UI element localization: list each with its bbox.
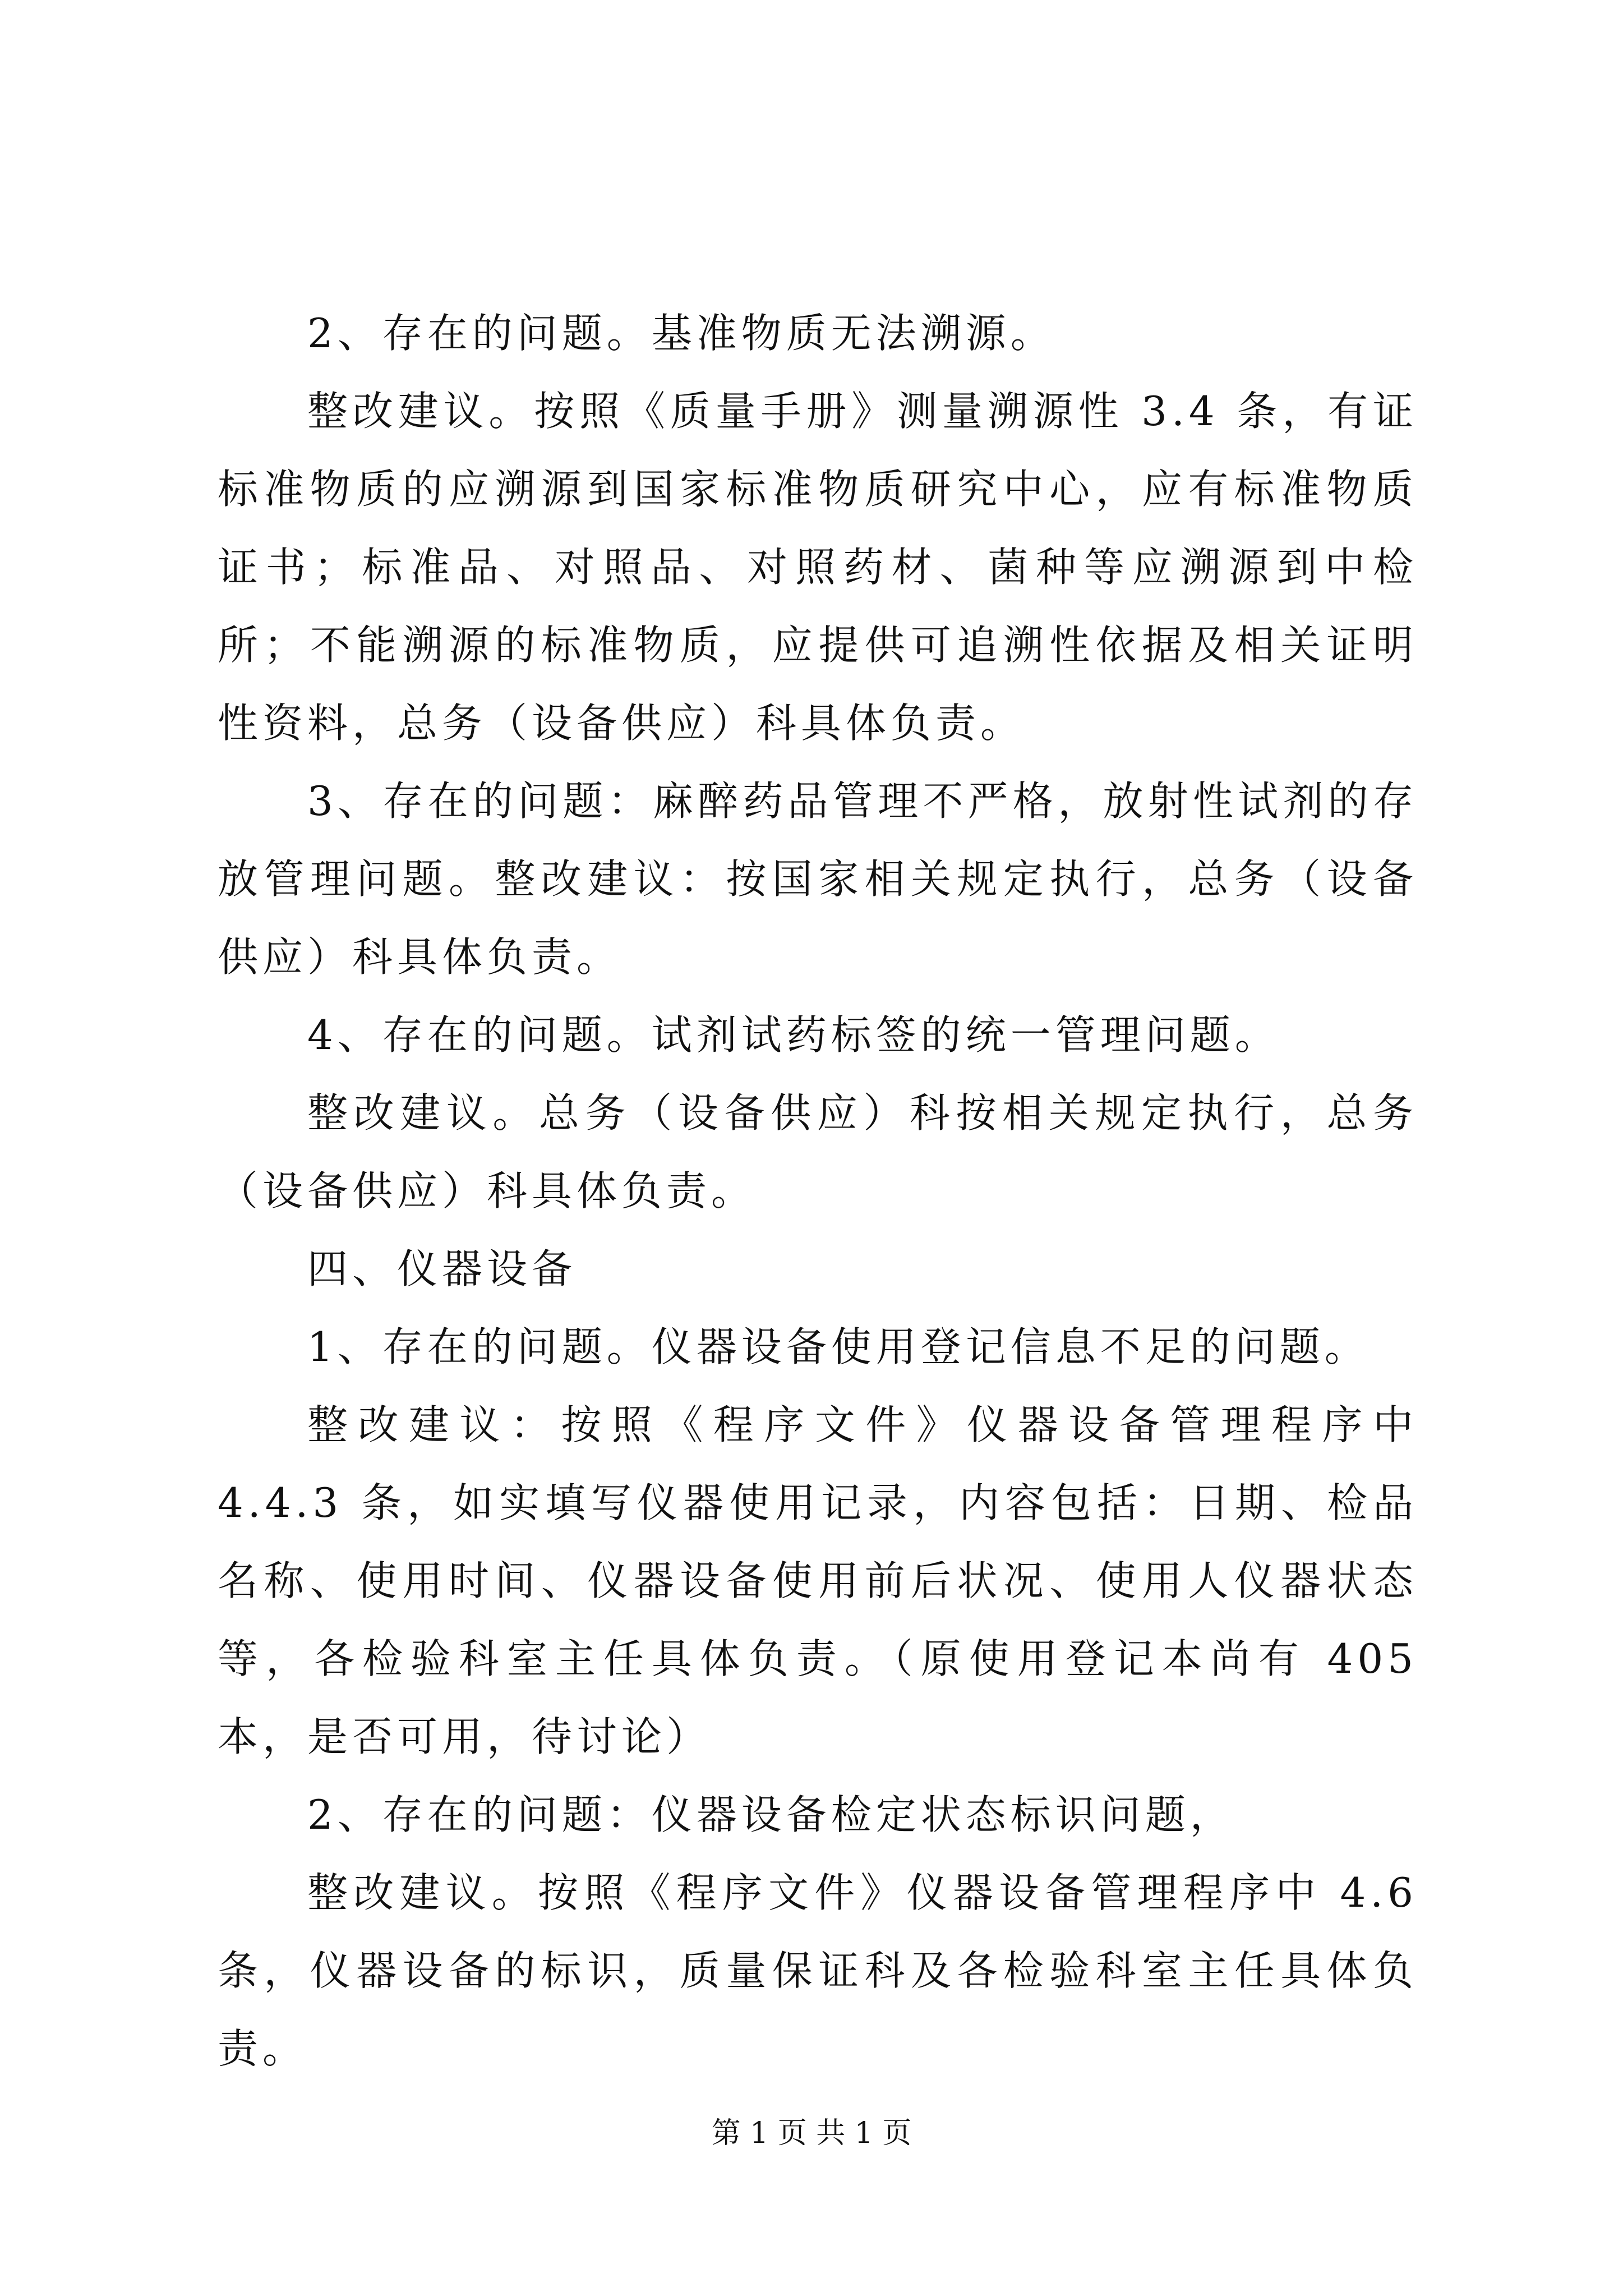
page-number-footer: 第 1 页 共 1 页 <box>711 2116 912 2150</box>
section-heading-instruments: 四、仪器设备 <box>307 1245 577 1292</box>
document-body <box>218 295 1418 2088</box>
paragraph-suggestion-2: 整改建议。按照《质量手册》测量溯源性 3.4 条，有证标准物质的应溯源到国家标准物质研究中心，应有标准物质证书；标准品、对照品、对照药材、菌种等应溯源到中检所；不能溯源的标准物质，应提供可追溯性依据及相关证明性资料，总务（设备供应）科具体负责。 <box>218 388 1418 747</box>
paragraph-instrument-issue-2: 2、存在的问题：仪器设备检定状态标识问题， <box>307 1791 1235 1838</box>
paragraph-instrument-issue-1: 1、存在的问题。仪器设备使用登记信息不足的问题。 <box>307 1323 1370 1370</box>
paragraph-suggestion-4: 整改建议。总务（设备供应）科按相关规定执行，总务（设备供应）科具体负责。 <box>218 1089 1418 1214</box>
paragraph-instrument-suggestion-1: 整改建议：按照《程序文件》仪器设备管理程序中 4.4.3 条，如实填写仪器使用记录，内容包括：日期、检品名称、使用时间、仪器设备使用前后状况、使用人仪器状态等，各检验科室主任具体负责。（原使用登记本尚有 405 本，是否可用，待讨论） <box>218 1401 1418 1760</box>
paragraph-issue-3: 3、存在的问题：麻醉药品管理不严格，放射性试剂的存放管理问题。整改建议：按国家相关规定执行，总务（设备供应）科具体负责。 <box>218 777 1418 981</box>
paragraph-instrument-suggestion-2: 整改建议。按照《程序文件》仪器设备管理程序中 4.6 条，仪器设备的标识，质量保证科及各检验科室主任具体负责。 <box>218 1869 1418 2072</box>
paragraph-issue-4: 4、存在的问题。试剂试药标签的统一管理问题。 <box>307 1011 1280 1059</box>
paragraph-issue-2: 2、存在的问题。基准物质无法溯源。 <box>307 310 1055 357</box>
